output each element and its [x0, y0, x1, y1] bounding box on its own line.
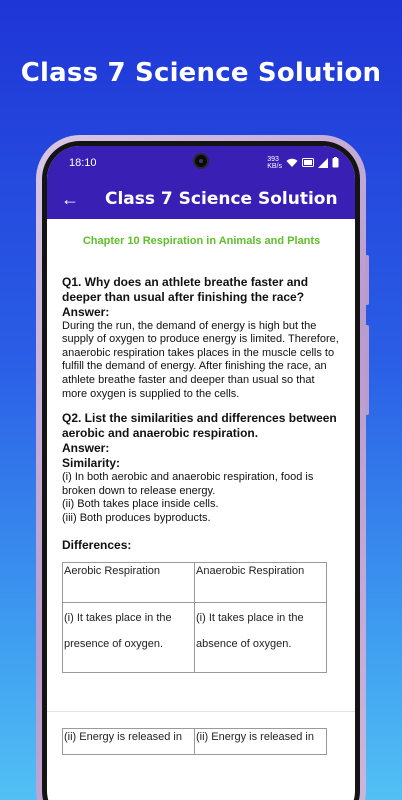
- page-divider: [47, 711, 355, 712]
- question-text: Q2. List the similarities and differences between aerobic and anaerobic respiration.: [62, 411, 337, 441]
- battery-icon: [332, 157, 339, 168]
- question-2: [62, 411, 341, 755]
- app-bar: [47, 179, 355, 219]
- differences-table: [62, 562, 327, 673]
- status-time: 18:10: [69, 156, 97, 169]
- differences-table-continued: [62, 728, 327, 755]
- app-title: Class 7 Science Solution: [105, 189, 338, 209]
- answer-text: During the run, the demand of energy is high but the supply of oxygen to produce energy is limited. Therefore, anaerobic respiration takes places in the muscle cells to fulfill the demand of energy. After finishing the race, an athlete breathe faster and deeper than usual so that more oxygen is supplied to the cells.: [62, 319, 339, 400]
- app-screen: [47, 146, 355, 800]
- similarity-item: (iii) Both produces byproducts.: [62, 511, 211, 524]
- table-cell: (ii) Energy is released in: [195, 729, 327, 755]
- volte-icon: [302, 158, 314, 167]
- signal-icon: [318, 158, 328, 168]
- similarity-label: Similarity:: [62, 456, 121, 471]
- question-1: [62, 275, 341, 402]
- table-cell: (i) It takes place in the absence of oxygen.: [195, 603, 327, 673]
- similarity-item: (i) In both aerobic and anaerobic respiration, food is broken down to release energy.: [62, 471, 314, 497]
- similarity-item: (ii) Both takes place inside cells.: [62, 498, 219, 511]
- status-icons: [267, 156, 339, 170]
- question-text: Q1. Why does an athlete breathe faster and deeper than usual after finishing the race?: [62, 274, 309, 304]
- solution-content: [47, 219, 355, 755]
- promo-title: Class 7 Science Solution: [20, 58, 382, 88]
- wifi-icon: [286, 158, 298, 168]
- table-cell: (ii) Energy is released in: [63, 729, 195, 755]
- table-cell: (i) It takes place in the presence of oxygen.: [63, 603, 195, 673]
- front-camera: [193, 153, 209, 169]
- phone-frame: [36, 135, 366, 800]
- table-header-cell: Anaerobic Respiration: [195, 563, 327, 603]
- table-header-cell: Aerobic Respiration: [63, 563, 195, 603]
- volume-button: [365, 325, 369, 415]
- table-row: [63, 603, 327, 673]
- differences-label: Differences:: [62, 537, 132, 552]
- table-header-row: [63, 563, 327, 603]
- answer-label: Answer:: [62, 304, 110, 319]
- net-speed: 393 KB/s: [267, 155, 282, 170]
- answer-label: Answer:: [62, 441, 110, 456]
- table-row: [63, 729, 327, 755]
- back-arrow-icon[interactable]: ←: [61, 188, 79, 209]
- power-button: [365, 255, 369, 305]
- chapter-title: Chapter 10 Respiration in Animals and Plants: [82, 235, 321, 247]
- status-bar: [47, 146, 355, 179]
